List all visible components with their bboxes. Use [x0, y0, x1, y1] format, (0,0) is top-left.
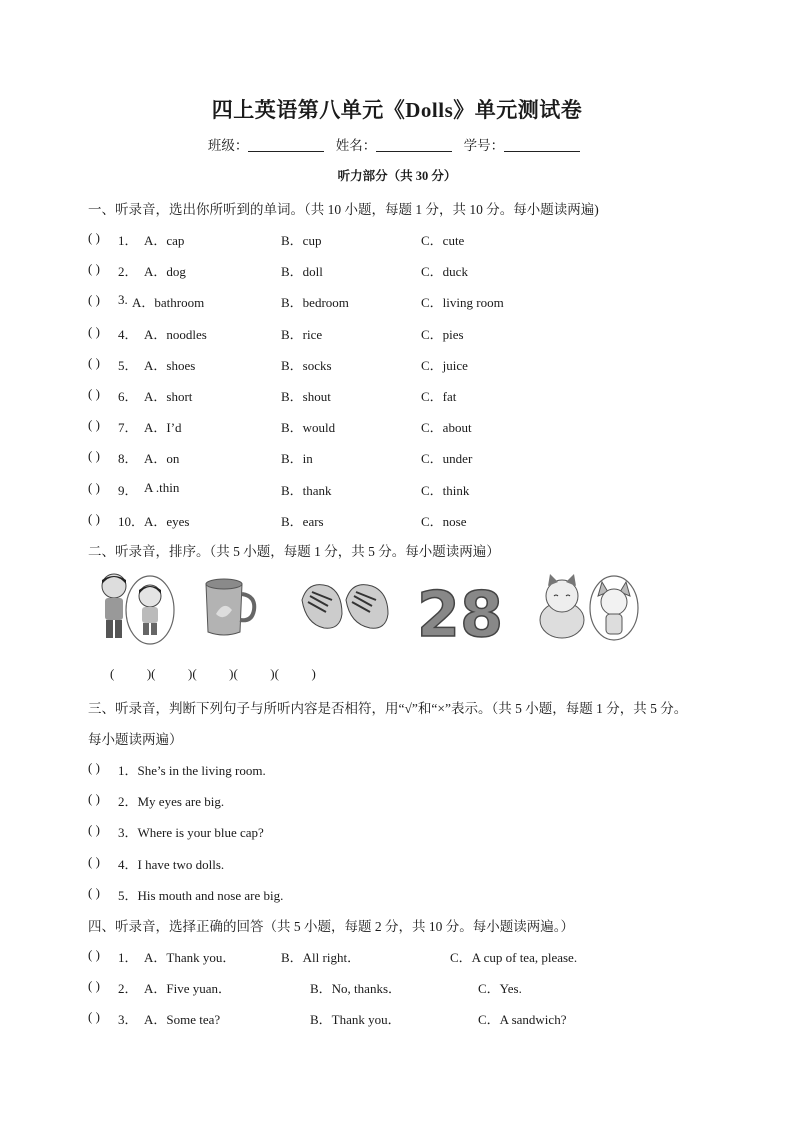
option-c: C．A cup of tea, please. [450, 950, 578, 965]
option-c: C．about [421, 420, 472, 436]
option-b: B．Thank you． [310, 1012, 401, 1028]
option-c: C．A sandwich? [478, 1012, 567, 1028]
question-number: 8． [118, 451, 138, 467]
class-blank[interactable] [248, 137, 324, 152]
statement-text: 1．She’s in the living room. [118, 763, 266, 778]
option-b: B．socks [281, 357, 332, 373]
option-a: A．Thank you． [144, 950, 236, 965]
option-a: A．Some tea? [144, 1012, 221, 1028]
answer-blank[interactable]: ( ) [88, 760, 100, 775]
listening-subhead: 听力部分（共 30 分） [337, 169, 457, 183]
option-a: A．Five yuan． [144, 981, 232, 997]
option-a: A．noodles [144, 326, 207, 342]
option-b: B．would [281, 420, 336, 436]
option-a: A．eyes [144, 513, 190, 529]
cats-picture [528, 570, 642, 646]
answer-blank[interactable]: ( ) [88, 947, 100, 962]
class-label: 班级： [207, 138, 249, 153]
option-c: C．duck [421, 264, 468, 280]
statement-text: 5．His mouth and nose are big. [118, 887, 284, 903]
ordering-answer-blanks[interactable]: ( )( )( )( )( ) [110, 666, 316, 681]
answer-blank[interactable]: ( ) [88, 448, 100, 464]
answer-blank[interactable]: ( ) [88, 1009, 100, 1025]
question-number: 6． [118, 389, 138, 404]
answer-blank[interactable]: ( ) [88, 354, 100, 370]
section-3-heading-cont: 每小题读两遍） [88, 732, 183, 747]
option-a: A．on [144, 451, 180, 467]
answer-blank[interactable]: ( ) [88, 292, 100, 308]
option-b: B．bedroom [281, 295, 349, 311]
answer-blank[interactable]: ( ) [88, 479, 100, 495]
answer-blank[interactable]: ( ) [88, 230, 100, 245]
question-number: 3. [118, 292, 128, 308]
question-number: 4． [118, 326, 138, 342]
option-b: B．shout [281, 389, 331, 404]
section-1-heading: 一、听录音，选出你所听到的单词。（共 10 小题，每题 1 分，共 10 分。每小题读两遍) [88, 202, 599, 217]
answer-blank[interactable]: ( ) [88, 323, 100, 339]
statement-text: 2．My eyes are big. [118, 794, 225, 810]
option-a: A．short [144, 389, 193, 404]
section-3-heading: 三、听录音，判断下列句子与所听内容是否相符，用“√”和“×”表示。（共 5 小题，每题 1 分，共 5 分。 [88, 701, 688, 716]
option-a: A．I’d [144, 420, 182, 436]
answer-blank[interactable]: ( ) [88, 261, 100, 277]
option-b: B．doll [281, 264, 323, 280]
option-a: A．shoes [144, 357, 196, 373]
section-4-heading: 四、听录音，选择正确的回答（共 5 小题，每题 2 分，共 10 分。每小题读两遍。） [88, 919, 574, 934]
question-number: 3． [118, 1012, 138, 1028]
name-label: 姓名： [335, 138, 377, 153]
option-a: A．cap [144, 233, 185, 248]
question-number: 2． [118, 264, 138, 280]
answer-blank[interactable]: ( ) [88, 386, 100, 401]
cup-picture [198, 570, 260, 646]
statement-text: 3．Where is your blue cap? [118, 825, 264, 841]
question-number: 10． [118, 513, 145, 529]
statement-text: 4．I have two dolls. [118, 856, 225, 872]
answer-blank[interactable]: ( ) [88, 510, 100, 526]
id-label: 学号： [463, 138, 505, 153]
section-2-heading: 二、听录音，排序。（共 5 小题，每题 1 分，共 5 分。每小题读两遍） [88, 544, 500, 559]
number-28-text: 28 [416, 578, 504, 651]
option-b: B．All right． [281, 950, 361, 965]
option-a: A .thin [144, 479, 180, 495]
option-a: A．bathroom [132, 295, 205, 311]
answer-blank[interactable]: ( ) [88, 822, 100, 838]
student-info-line [0, 134, 794, 154]
option-c: C．juice [421, 357, 468, 373]
option-c: C．think [421, 482, 470, 498]
name-blank[interactable] [376, 137, 452, 152]
question-number: 1． [118, 233, 138, 248]
question-number: 5． [118, 357, 138, 373]
number-28-picture [416, 570, 504, 651]
answer-blank[interactable]: ( ) [88, 853, 100, 869]
shoes-picture [298, 570, 394, 646]
option-c: C．pies [421, 326, 464, 342]
option-b: B．thank [281, 482, 332, 498]
answer-blank[interactable]: ( ) [88, 978, 100, 994]
page-title: 四上英语第八单元《Dolls》单元测试卷 [211, 98, 583, 122]
option-c: C．nose [421, 513, 467, 529]
option-c: C．cute [421, 233, 465, 248]
question-number: 7． [118, 420, 138, 436]
question-number: 1． [118, 950, 138, 965]
option-b: B．in [281, 451, 313, 467]
id-blank[interactable] [504, 137, 580, 152]
answer-blank[interactable]: ( ) [88, 417, 100, 433]
option-c: C．living room [421, 295, 504, 311]
option-b: B．rice [281, 326, 323, 342]
question-number: 2． [118, 981, 138, 997]
option-b: B．ears [281, 513, 324, 529]
option-c: C．under [421, 451, 473, 467]
option-b: B．No, thanks． [310, 981, 402, 997]
answer-blank[interactable]: ( ) [88, 884, 100, 900]
question-number: 9． [118, 482, 138, 498]
answer-blank[interactable]: ( ) [88, 791, 100, 807]
option-a: A．dog [144, 264, 186, 280]
option-c: C．Yes. [478, 981, 522, 997]
option-b: B．cup [281, 233, 322, 248]
ordering-pictures [88, 570, 648, 650]
boys-picture [92, 570, 178, 646]
option-c: C．fat [421, 389, 457, 404]
